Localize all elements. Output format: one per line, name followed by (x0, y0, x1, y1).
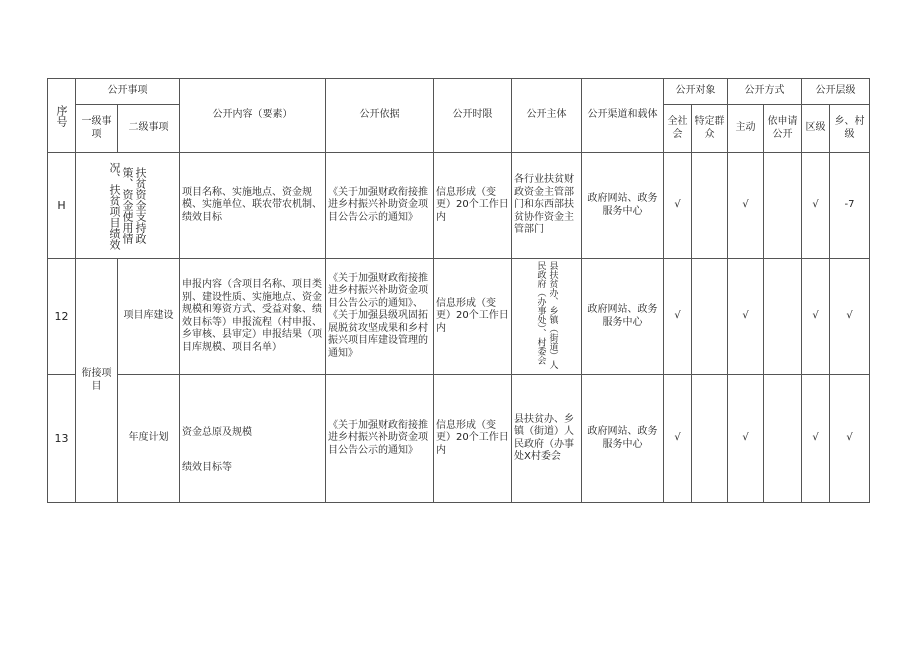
header-content: 公开内容（要素） (180, 79, 326, 153)
row-content: 申报内容（含项目名称、项目类别、建设性质、实施地点、资金规模和筹资方式、受益对象、绩效目标等）申报流程（村申报、乡审核、县审定）申报结果（项目库规模、项目名单） (180, 259, 326, 375)
header-subject: 公开主体 (512, 79, 582, 153)
row-channel: 政府网站、政务服务中心 (582, 259, 664, 375)
row-level-county: √ (802, 153, 830, 259)
row-level-town: √ (830, 375, 870, 503)
header-basis: 公开依据 (326, 79, 434, 153)
row-subject: 各行业扶贫财政资金主管部门和东西部扶贫协作资金主管部门 (512, 153, 582, 259)
row-level2: 扶贫资金支持政策、资金使用情况、扶贫项目绩效 (76, 153, 180, 259)
row-seq: H (48, 153, 76, 259)
header-level1: 一级事项 (76, 105, 118, 153)
row-target-all: √ (664, 153, 692, 259)
header-level-town: 乡、村级 (830, 105, 870, 153)
row-time: 信息形成（变更）20个工作日内 (434, 153, 512, 259)
header-mode-group: 公开方式 (728, 79, 802, 105)
header-target-all: 全社会 (664, 105, 692, 153)
row-target-specific (692, 259, 728, 375)
header-target-specific: 特定群众 (692, 105, 728, 153)
header-target-group: 公开对象 (664, 79, 728, 105)
row-level2: 年度计划 (118, 375, 180, 503)
row-target-specific (692, 375, 728, 503)
row-level-town: -7 (830, 153, 870, 259)
row-target-specific (692, 153, 728, 259)
row-basis: 《关于加强财政衔接推进乡村振兴补助资金项目公告公示的通知》 (326, 153, 434, 259)
row-subject: 县扶贫办、乡镇（街道）人民政府（办事处）、村委会 (512, 259, 582, 375)
row-target-all: √ (664, 375, 692, 503)
row-level2: 项目库建设 (118, 259, 180, 375)
row-target-all: √ (664, 259, 692, 375)
row-subject: 县扶贫办、乡镇（街道）人民政府（办事处X村委会 (512, 375, 582, 503)
row-level-county: √ (802, 375, 830, 503)
row-content-line1: 资金总原及规模 (182, 427, 252, 438)
row-seq: 13 (48, 375, 76, 503)
header-level2: 二级事项 (118, 105, 180, 153)
header-items-group: 公开事项 (76, 79, 180, 105)
row-basis: 《关于加强财政衔接推进乡村振兴补助资金项目公告公示的通知》、《关于加强县级巩固拓展脱贫攻坚成果和乡村振兴项目库建设管理的通知》 (326, 259, 434, 375)
row-mode-request (764, 153, 802, 259)
header-mode-request: 依申请公开 (764, 105, 802, 153)
row-content-line2: 绩效目标等 (182, 461, 232, 473)
header-time: 公开时限 (434, 79, 512, 153)
row-mode-active: √ (728, 259, 764, 375)
row-time: 信息形成（变更）20个工作日内 (434, 375, 512, 503)
row-seq: 12 (48, 259, 76, 375)
row-channel: 政府网站、政务服务中心 (582, 375, 664, 503)
header-seq: 序号 (48, 79, 76, 153)
table-row (48, 375, 870, 503)
row-basis: 《关于加强财政衔接推进乡村振兴补助资金项目公告公示的通知》 (326, 375, 434, 503)
table-row (48, 259, 870, 375)
row-mode-request (764, 259, 802, 375)
table-row (48, 153, 870, 259)
header-level-county: 区级 (802, 105, 830, 153)
row-level-county: √ (802, 259, 830, 375)
row-channel: 政府网站、政务服务中心 (582, 153, 664, 259)
row-mode-active: √ (728, 153, 764, 259)
row-level-town: √ (830, 259, 870, 375)
header-row-1 (48, 79, 870, 105)
header-mode-active: 主动 (728, 105, 764, 153)
header-level-group: 公开层级 (802, 79, 870, 105)
disclosure-table (47, 78, 870, 503)
row-mode-active: √ (728, 375, 764, 503)
row-level1-merged: 衔接项目 (76, 259, 118, 503)
row-time: 信息形成（变更）20个工作日内 (434, 259, 512, 375)
row-content: 项目名称、实施地点、资金规模、实施单位、联农带农机制、绩效目标 (180, 153, 326, 259)
row-mode-request (764, 375, 802, 503)
header-channel: 公开渠道和载体 (582, 79, 664, 153)
row-content (180, 375, 326, 503)
